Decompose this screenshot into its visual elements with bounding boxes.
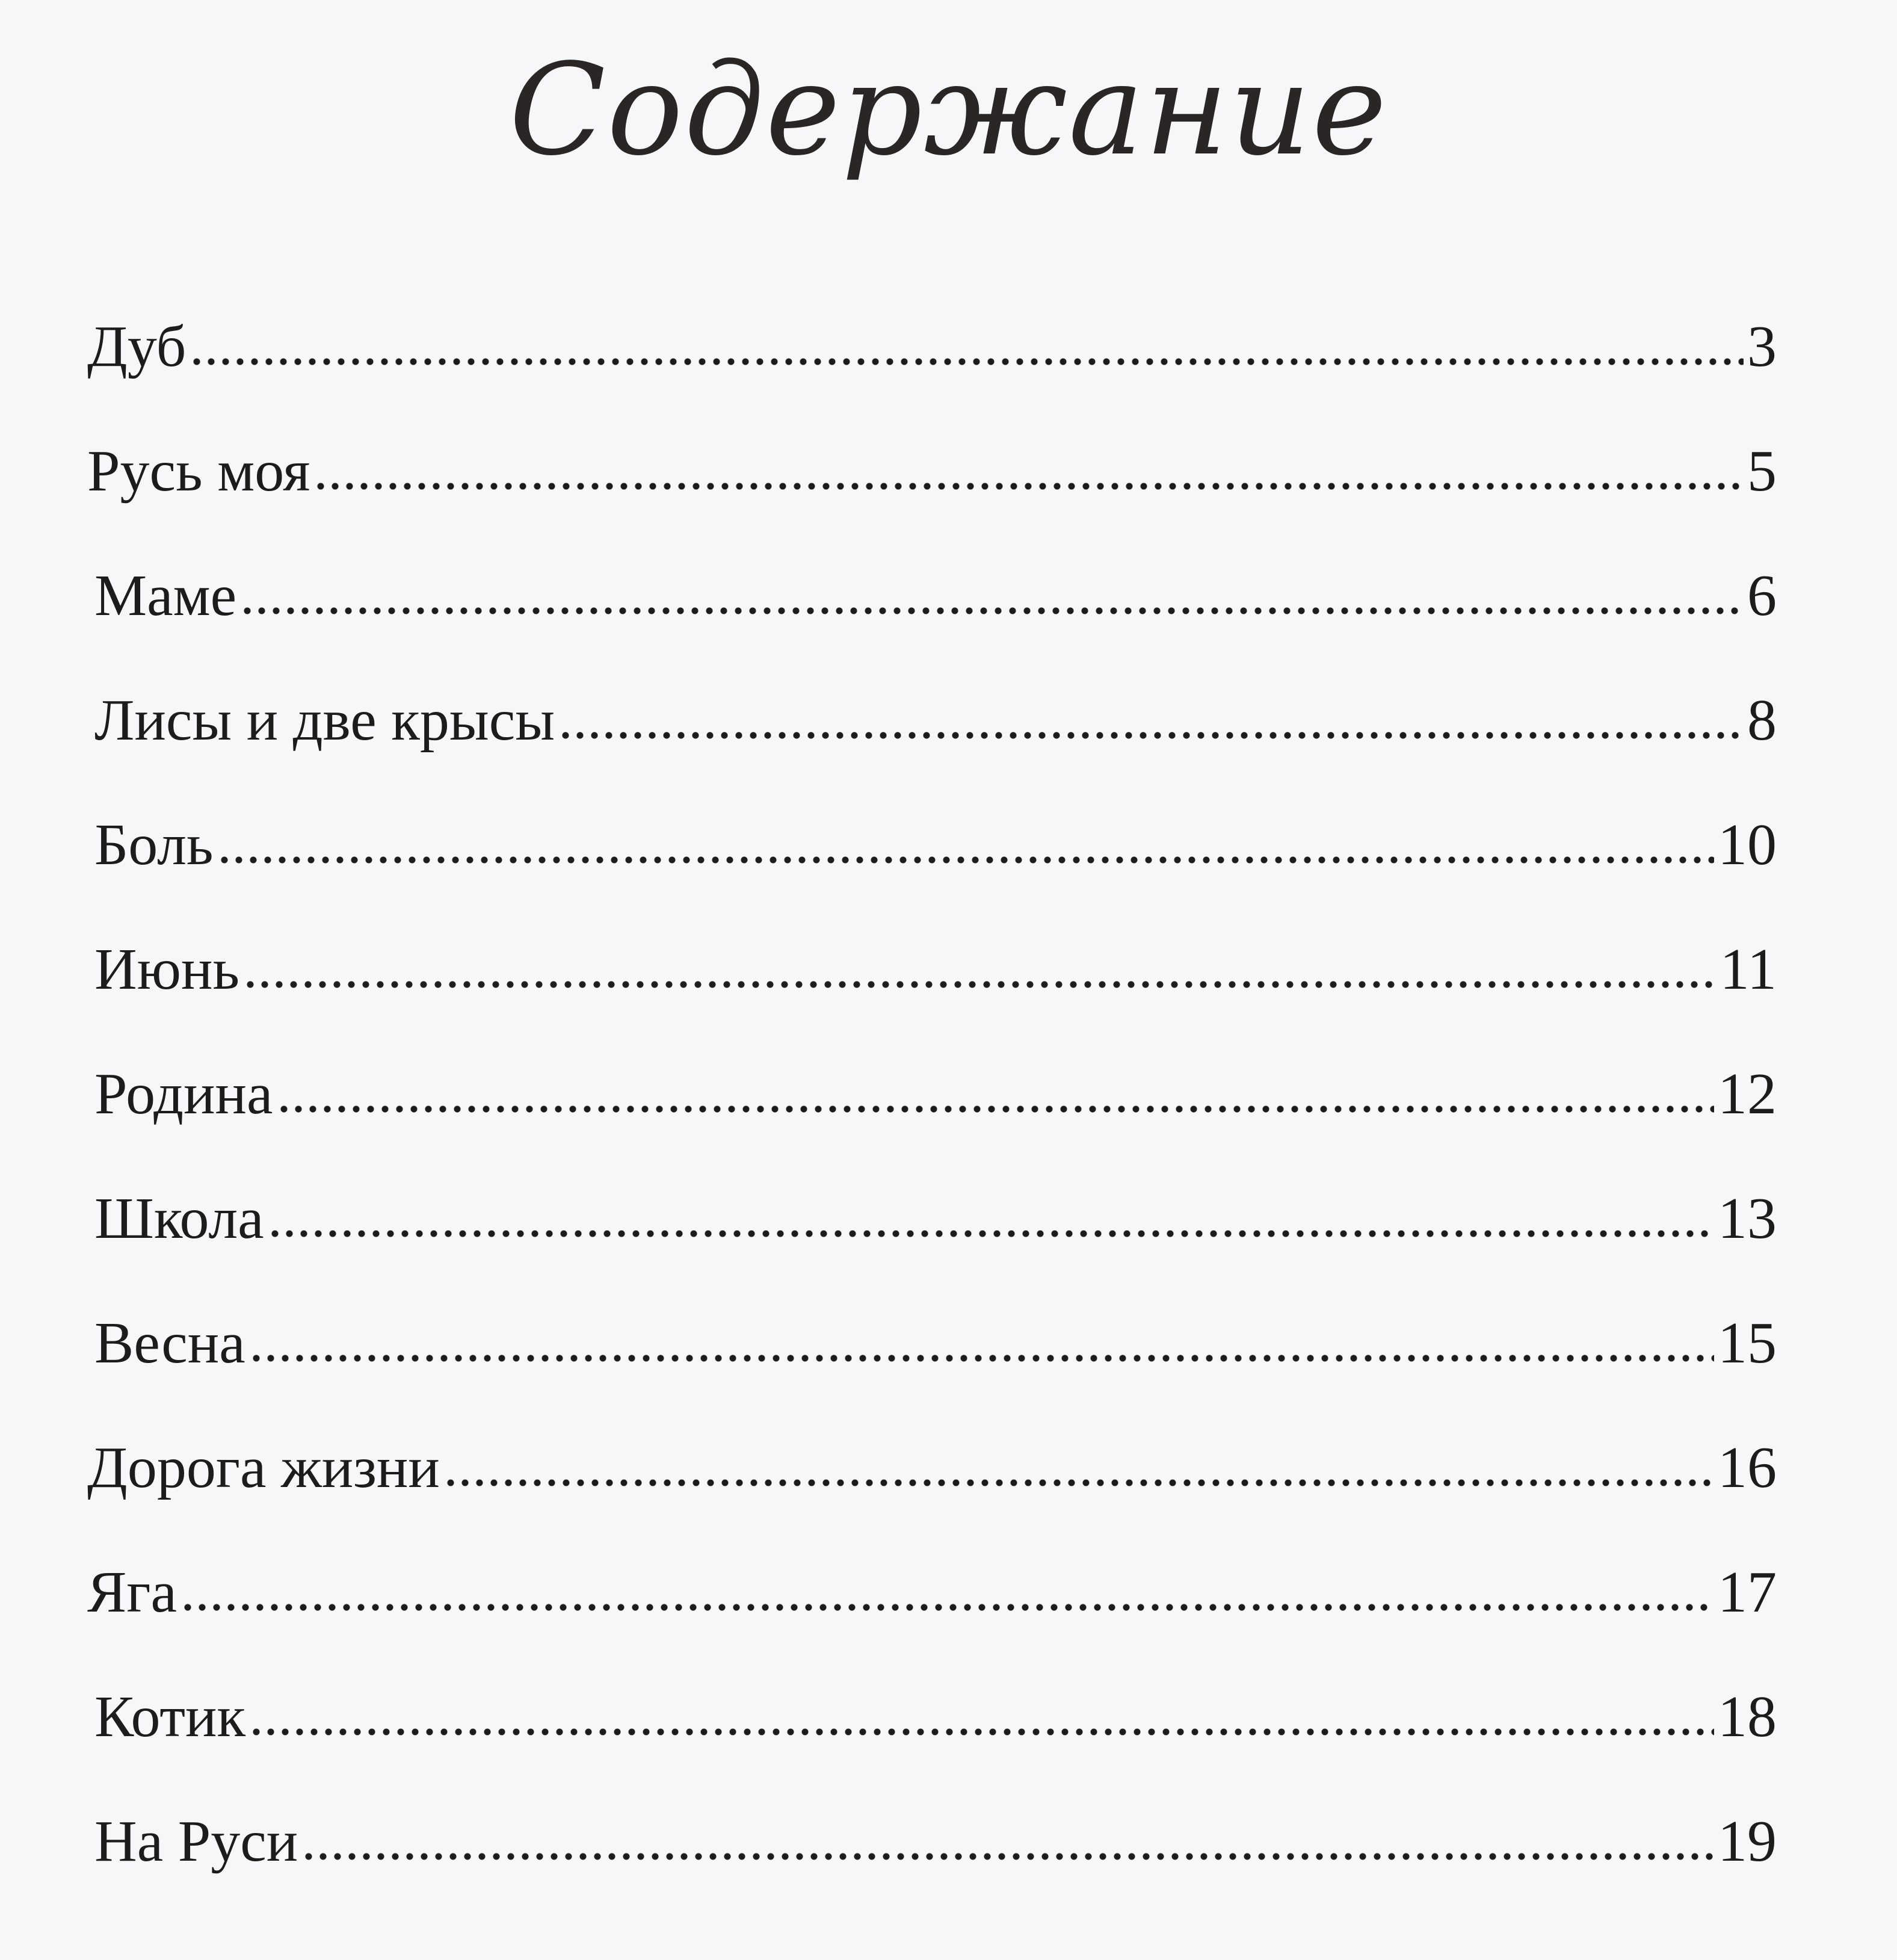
dot-leader [190, 357, 1744, 366]
toc-entry-title: Весна [94, 1311, 245, 1376]
toc-entry-page-number: 13 [1718, 1186, 1777, 1251]
table-of-contents [87, 313, 1777, 1932]
toc-entry [87, 936, 1777, 1060]
toc-entry [87, 811, 1777, 936]
toc-entry-title: Лисы и две крысы [94, 688, 555, 753]
toc-entry [87, 313, 1777, 437]
dot-leader [277, 1105, 1715, 1113]
dot-leader [301, 1852, 1714, 1861]
dot-leader [249, 1728, 1714, 1736]
dot-leader [268, 1229, 1714, 1238]
toc-entry-title: Яга [87, 1560, 177, 1625]
toc-entry-title: Дуб [87, 314, 187, 379]
toc-entry [87, 1309, 1777, 1434]
toc-entry-title: Маме [94, 563, 237, 628]
dot-leader [443, 1479, 1714, 1487]
toc-entry [87, 687, 1777, 811]
dot-leader [217, 856, 1714, 864]
toc-entry [87, 1808, 1777, 1932]
toc-entry [87, 1185, 1777, 1309]
toc-entry [87, 1683, 1777, 1808]
toc-entry [87, 562, 1777, 687]
dot-leader [243, 980, 1717, 989]
toc-entry-page-number: 8 [1747, 688, 1777, 753]
toc-entry-page-number: 15 [1718, 1311, 1777, 1376]
toc-entry-page-number: 19 [1718, 1809, 1777, 1874]
toc-entry [87, 1434, 1777, 1559]
toc-entry [87, 1559, 1777, 1683]
toc-entry-page-number: 6 [1747, 563, 1777, 628]
page-title: Содержание [509, 36, 1388, 184]
toc-entry-title: Русь моя [87, 439, 310, 504]
dot-leader [313, 482, 1744, 490]
toc-entry-title: На Руси [94, 1809, 298, 1874]
toc-entry-title: Дорога жизни [87, 1435, 440, 1500]
toc-entry-page-number: 3 [1747, 314, 1777, 379]
toc-entry [87, 1060, 1777, 1185]
toc-entry-page-number: 18 [1718, 1684, 1777, 1749]
toc-entry-page-number: 16 [1718, 1435, 1777, 1500]
toc-entry-title: Боль [94, 812, 214, 877]
dot-leader [558, 731, 1744, 740]
dot-leader [240, 607, 1744, 615]
dot-leader [180, 1603, 1714, 1612]
toc-entry-title: Котик [94, 1684, 246, 1749]
toc-entry-title: Родина [94, 1062, 273, 1127]
toc-entry-page-number: 11 [1720, 937, 1777, 1002]
toc-entry-page-number: 12 [1718, 1062, 1777, 1127]
toc-entry-page-number: 17 [1718, 1560, 1777, 1625]
toc-entry-page-number: 10 [1718, 812, 1777, 877]
toc-entry-page-number: 5 [1747, 439, 1777, 504]
toc-entry [87, 437, 1777, 562]
toc-entry-title: Июнь [94, 937, 240, 1002]
dot-leader [249, 1354, 1714, 1362]
toc-entry-title: Школа [94, 1186, 264, 1251]
